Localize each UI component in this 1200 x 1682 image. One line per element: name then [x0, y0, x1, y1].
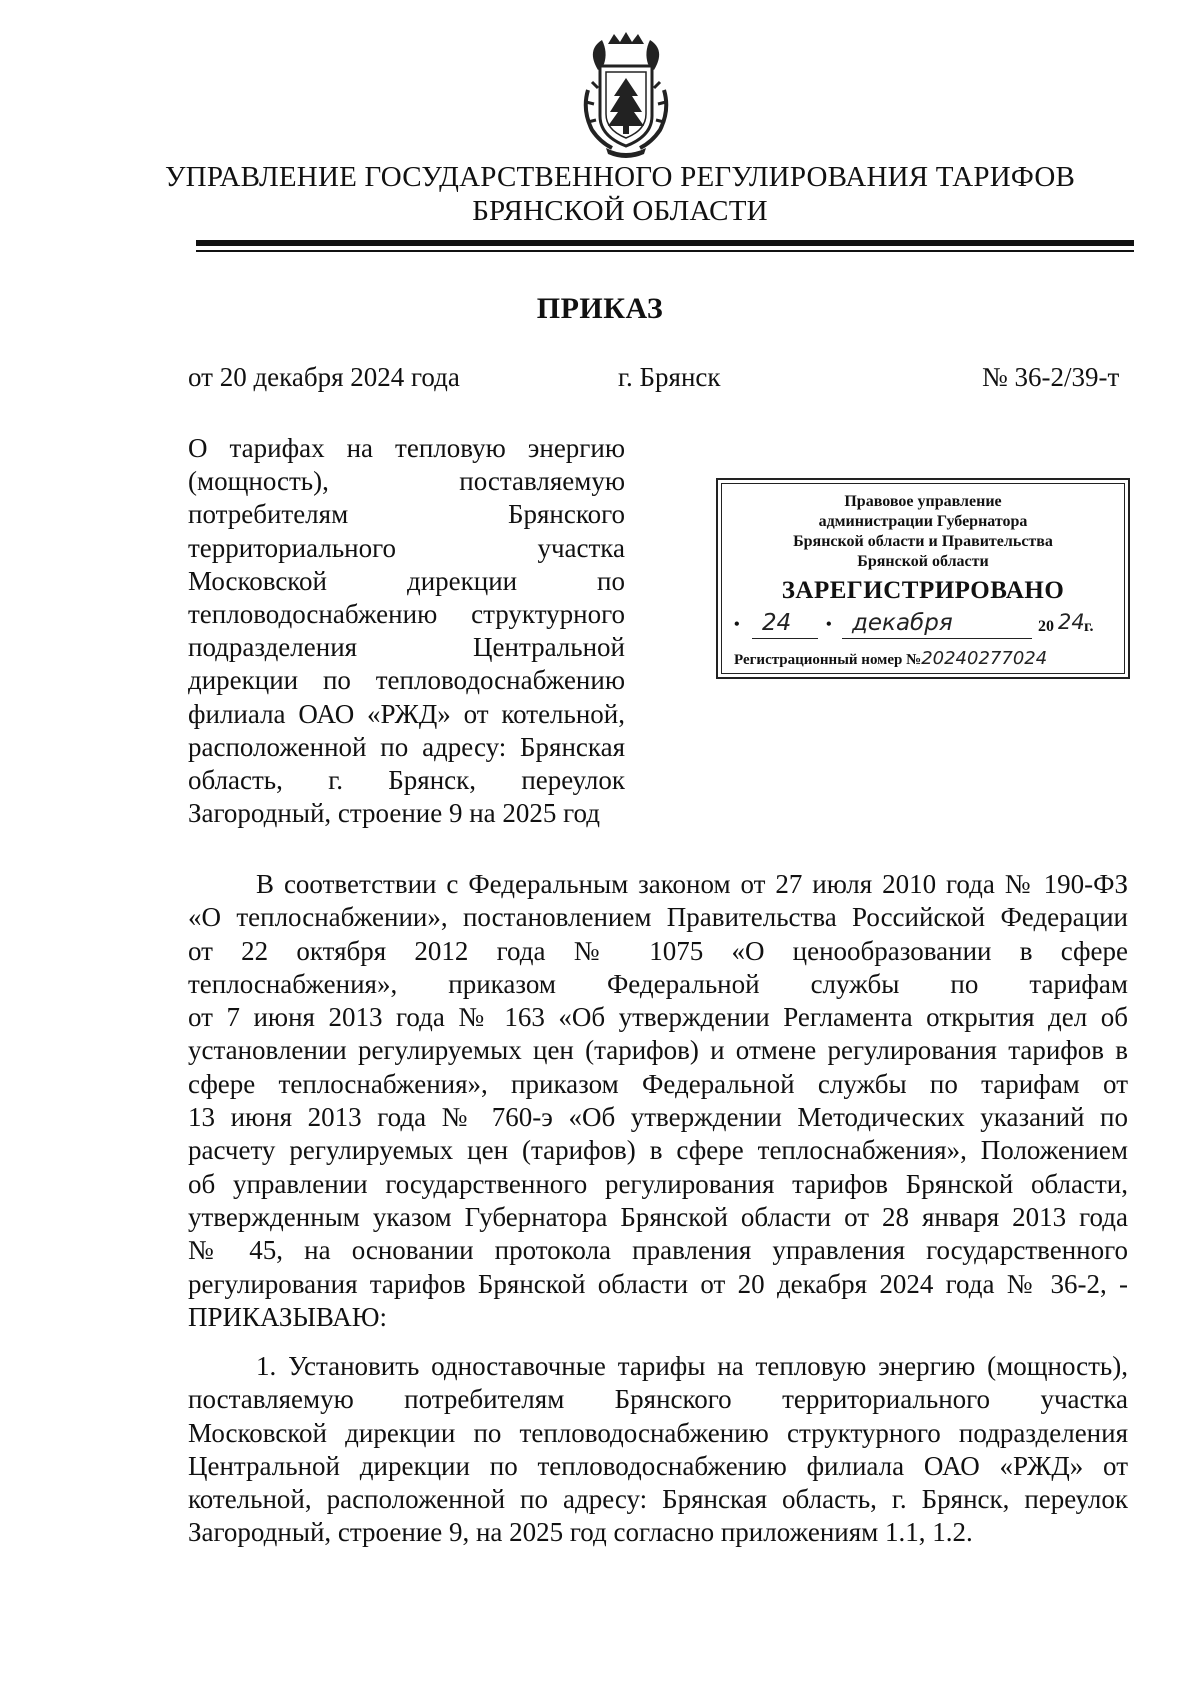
subject-line: Загородный, строение 9 на 2025 год	[188, 798, 601, 829]
document-title: ПРИКАЗ	[536, 292, 664, 325]
subject-line: (мощность), поставляемую	[188, 466, 625, 497]
stamp-day: 24	[762, 610, 792, 636]
paragraph-line: расчету регулируемых цен (тарифов) в сфере теплоснабжения», Положением	[188, 1135, 1128, 1166]
stamp-year-unit: г.	[1084, 618, 1094, 635]
paragraph-line: котельной, расположенной по адресу: Брянская область, г. Брянск, переулок	[188, 1484, 1128, 1515]
paragraph-line: теплоснабжения», приказом Федеральной службы по тарифам	[188, 968, 1128, 999]
subject-line: расположенной по адресу: Брянская	[188, 731, 625, 762]
organization-name-line1: УПРАВЛЕНИЕ ГОСУДАРСТВЕННОГО РЕГУЛИРОВАНИЯ ТАРИФОВ	[164, 161, 1076, 193]
paragraph-line: установлении регулируемых цен (тарифов) и отмене регулирования тарифов в	[188, 1035, 1128, 1066]
paragraph-line: «О теплоснабжении», постановлением Правительства Российской Федерации	[188, 902, 1128, 933]
paragraph-line: от 22 октября 2012 года № 1075 «О ценообразовании в сфере	[188, 935, 1128, 966]
subject-line: область, г. Брянск, переулок	[188, 765, 625, 796]
stamp-registration-row	[734, 648, 1118, 669]
paragraph-line: № 45, на основании протокола правления управления государственного	[188, 1235, 1128, 1266]
preamble-paragraph	[188, 868, 1128, 1334]
subject-line: подразделения Центральной	[188, 632, 625, 663]
paragraph-line: утвержденным указом Губернатора Брянской области от 28 января 2013 года	[188, 1201, 1128, 1232]
stamp-inner-frame	[721, 483, 1125, 674]
paragraph-line: 13 июня 2013 года № 760-э «Об утверждении Методических указаний по	[188, 1102, 1128, 1133]
paragraph-line: регулирования тарифов Брянской области от 20 декабря 2024 года № 36-2, -	[188, 1268, 1128, 1299]
header-divider-thin	[196, 250, 1134, 252]
header-divider-thick	[196, 240, 1134, 246]
registration-stamp	[716, 478, 1130, 679]
paragraph-line: Московской дирекции по тепловодоснабжению структурного подразделения	[188, 1417, 1128, 1448]
stamp-registered-label: ЗАРЕГИСТРИРОВАНО	[781, 577, 1065, 604]
order-date: от 20 декабря 2024 года	[188, 362, 460, 392]
paragraph-line: сфере теплоснабжения», приказом Федеральной службы по тарифам от	[188, 1068, 1128, 1099]
stamp-line: Брянской области	[857, 553, 989, 570]
paragraph-line: В соответствии с Федеральным законом от 27 июля 2010 года № 190-ФЗ	[256, 869, 1128, 899]
stamp-line: Брянской области и Правительства	[793, 533, 1053, 550]
paragraph-line: об управлении государственного регулирования тарифов Брянской области,	[188, 1168, 1128, 1199]
order-number: № 36-2/39-т	[982, 362, 1120, 392]
paragraph-line: ПРИКАЗЫВАЮ:	[188, 1301, 387, 1332]
stamp-reg-label: Регистрационный номер №	[734, 652, 922, 668]
paragraph-line: Загородный, строение 9, на 2025 год согласно приложениям 1.1, 1.2.	[188, 1517, 973, 1548]
stamp-reg-number: 20240277024	[921, 648, 1048, 669]
stamp-year-prefix: 20	[1038, 618, 1054, 635]
paragraph-line: поставляемую потребителям Брянского территориального участка	[188, 1384, 1128, 1415]
stamp-date-row: • 24 • декабря 20 24 г.	[734, 614, 1116, 642]
subject-line: дирекции по тепловодоснабжению	[188, 665, 625, 696]
organization-name-line2: БРЯНСКОЙ ОБЛАСТИ	[472, 195, 768, 227]
order-item-1	[188, 1350, 1128, 1550]
order-subject	[188, 432, 625, 830]
subject-line: Московской дирекции по	[188, 565, 625, 596]
subject-line: территориального участка	[188, 532, 625, 563]
paragraph-line: Центральной дирекции по тепловодоснабжению филиала ОАО «РЖД» от	[188, 1450, 1128, 1481]
paragraph-line: 1. Установить одноставочные тарифы на тепловую энергию (мощность),	[256, 1351, 1128, 1381]
stamp-year-suffix: 24	[1058, 610, 1085, 634]
subject-line: тепловодоснабжению структурного	[188, 599, 625, 630]
stamp-month: декабря	[852, 610, 953, 636]
stamp-line: Правовое управление	[844, 493, 1002, 510]
subject-line: потребителям Брянского	[188, 499, 625, 530]
paragraph-line: от 7 июня 2013 года № 163 «Об утверждении Регламента открытия дел об	[188, 1002, 1128, 1033]
stamp-line: администрации Губернатора	[818, 513, 1028, 530]
subject-line: филиала ОАО «РЖД» от котельной,	[188, 698, 625, 729]
coat-of-arms-icon	[578, 30, 674, 160]
subject-line: О тарифах на тепловую энергию	[188, 433, 625, 463]
order-city: г. Брянск	[618, 362, 721, 392]
